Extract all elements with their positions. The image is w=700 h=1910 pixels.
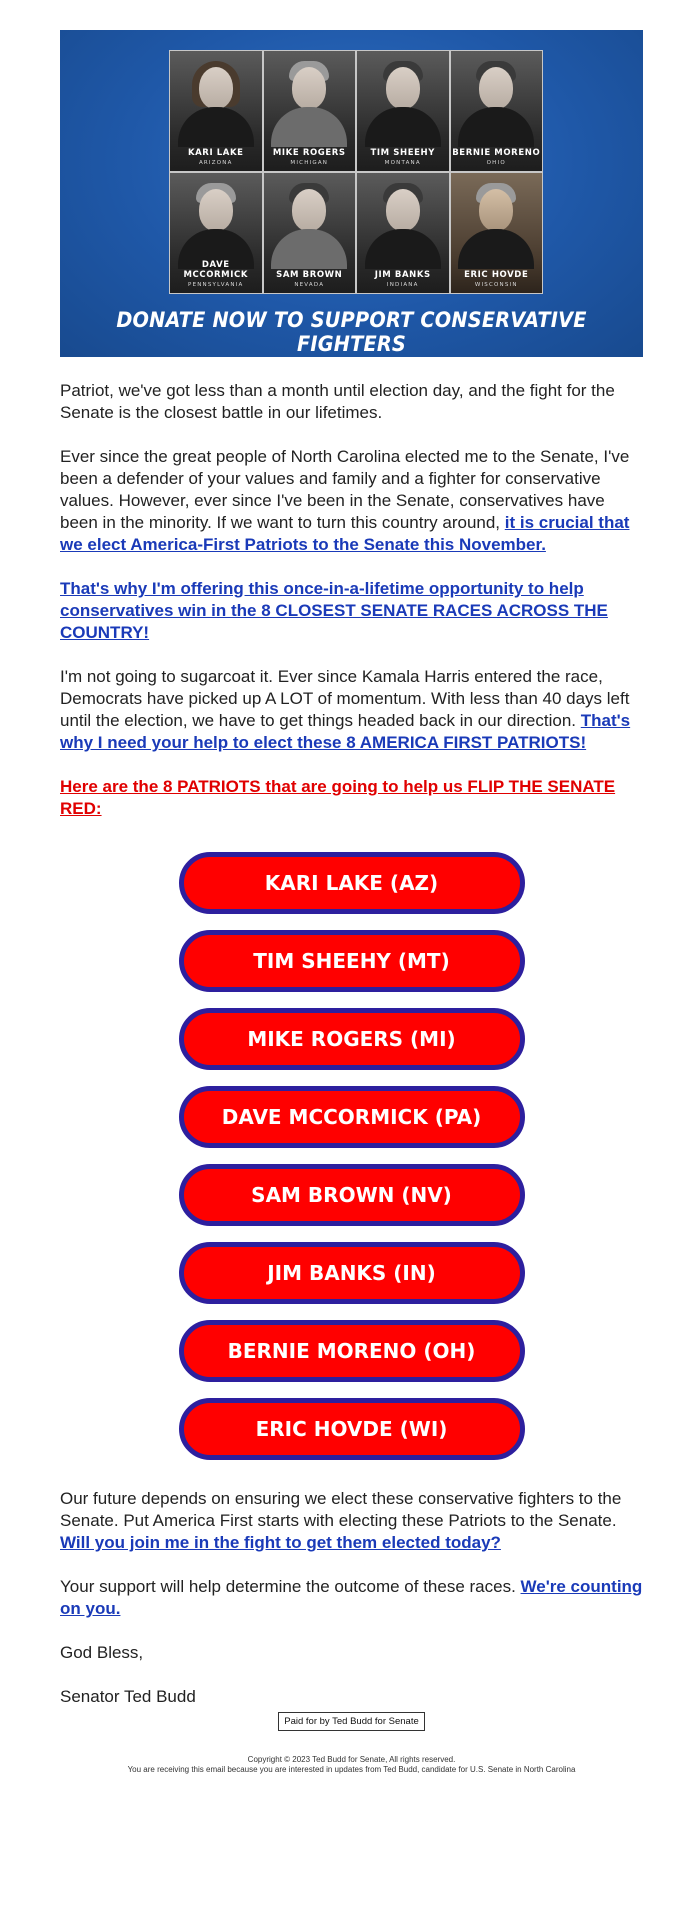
candidate-name: TIM SHEEHY (370, 148, 435, 158)
shoulders-shape (271, 229, 347, 269)
candidate-card (170, 51, 262, 171)
hero-banner-image[interactable] (60, 30, 643, 357)
donate-banner-text: DONATE NOW TO SUPPORT CONSERVATIVE FIGHTERS (116, 308, 587, 356)
join-fight-link[interactable]: Will you join me in the fight to get them elected today? (60, 1533, 501, 1552)
face-shape (479, 189, 513, 231)
candidate-card (264, 51, 356, 171)
candidate-name: BERNIE MORENO (452, 148, 541, 158)
candidate-name: ERIC HOVDE (464, 270, 529, 280)
shoulders-shape (458, 229, 534, 269)
candidate-state: OHIO (486, 160, 506, 166)
shoulders-shape (271, 107, 347, 147)
face-shape (199, 189, 233, 231)
paid-for-row (60, 1711, 643, 1731)
candidate-state: MICHIGAN (290, 160, 329, 166)
email-body (60, 30, 643, 1775)
paragraph-opportunity (60, 578, 643, 644)
candidate-state: PENNSYLVANIA (188, 282, 244, 288)
shoulders-shape (178, 107, 254, 147)
candidate-state: NEVADA (294, 282, 325, 288)
face-shape (292, 189, 326, 231)
face-shape (292, 67, 326, 109)
paragraph-support (60, 1576, 643, 1620)
tim-sheehy-button[interactable]: TIM SHEEHY (MT) (179, 930, 525, 992)
candidate-card (357, 51, 449, 171)
paragraph-momentum (60, 666, 643, 754)
candidate-state: WISCONSIN (474, 282, 518, 288)
elect-patriots-link[interactable]: it is crucial that we elect America-First Patriots to the Senate this November. (60, 513, 630, 554)
paragraph-momentum-text: I'm not going to sugarcoat it. Ever since Kamala Harris entered the race, Democrats have picked up A LOT of momentum. With less than 40 days left until the election, we have to get things headed back in our direction. (60, 667, 630, 730)
dave-mccormick-button[interactable]: DAVE MCCORMICK (PA) (179, 1086, 525, 1148)
paragraph-future-text: Our future depends on ensuring we elect these conservative fighters to the Senate. Put America First starts with electing these Patriots to the Senate. (60, 1489, 622, 1530)
mike-rogers-button[interactable]: MIKE ROGERS (MI) (179, 1008, 525, 1070)
candidate-card (170, 173, 262, 293)
jim-banks-button[interactable]: JIM BANKS (IN) (179, 1242, 525, 1304)
candidate-card (264, 173, 356, 293)
bernie-moreno-button[interactable]: BERNIE MORENO (OH) (179, 1320, 525, 1382)
subscription-reason-text: You are receiving this email because you are interested in updates from Ted Budd, candidate for U.S. Senate in North Carolina (127, 1765, 576, 1774)
paragraph-senate-text: Ever since the great people of North Carolina elected me to the Senate, I've been a defender of your values and family and a fighter for conservative values. However, ever since I've been in the Senate, conservatives have been in the minority. If we want to turn this country around, (60, 447, 630, 532)
counting-on-you-link[interactable]: We're counting on you. (60, 1577, 643, 1618)
shoulders-shape (365, 107, 441, 147)
copyright-text: Copyright © 2023 Ted Budd for Senate, All rights reserved. (247, 1755, 456, 1764)
candidate-name: JIM BANKS (374, 270, 431, 280)
face-shape (386, 67, 420, 109)
shoulders-shape (365, 229, 441, 269)
closing-line: God Bless, (60, 1643, 144, 1662)
face-shape (386, 189, 420, 231)
candidate-card (451, 51, 543, 171)
footer (60, 1755, 643, 1775)
candidate-state: ARIZONA (198, 160, 233, 166)
face-shape (199, 67, 233, 109)
candidate-button-list (60, 852, 643, 1460)
candidate-name: MIKE ROGERS (272, 148, 346, 158)
closest-races-link[interactable]: That's why I'm offering this once-in-a-lifetime opportunity to help conservatives win in the 8 CLOSEST SENATE RACES ACROSS THE COUNTRY! (60, 579, 608, 642)
paid-for-disclaimer: Paid for by Ted Budd for Senate (278, 1712, 425, 1731)
eric-hovde-button[interactable]: ERIC HOVDE (WI) (179, 1398, 525, 1460)
candidate-card (451, 173, 543, 293)
paragraph-intro: Patriot, we've got less than a month until election day, and the fight for the Senate is the closest battle in our lifetimes. (60, 381, 615, 422)
candidate-name: KARI LAKE (187, 148, 244, 158)
candidate-card (357, 173, 449, 293)
candidate-name: DAVE MCCORMICK (183, 260, 249, 280)
candidate-state: INDIANA (386, 282, 419, 288)
paragraph-support-text: Your support will help determine the outcome of these races. (60, 1577, 516, 1596)
paragraph-flip-senate (60, 776, 643, 820)
candidate-name: SAM BROWN (276, 270, 343, 280)
elect-eight-link[interactable]: That's why I need your help to elect these 8 AMERICA FIRST PATRIOTS! (60, 711, 631, 752)
flip-senate-red-link[interactable]: Here are the 8 PATRIOTS that are going to help us FLIP THE SENATE RED: (60, 777, 616, 818)
candidate-state: MONTANA (384, 160, 421, 166)
face-shape (479, 67, 513, 109)
paragraph-senate (60, 446, 643, 556)
paragraph-future (60, 1488, 643, 1554)
kari-lake-button[interactable]: KARI LAKE (AZ) (179, 852, 525, 914)
shoulders-shape (458, 107, 534, 147)
candidate-photo-grid (169, 50, 543, 294)
sam-brown-button[interactable]: SAM BROWN (NV) (179, 1164, 525, 1226)
signature: Senator Ted Budd (60, 1687, 196, 1706)
